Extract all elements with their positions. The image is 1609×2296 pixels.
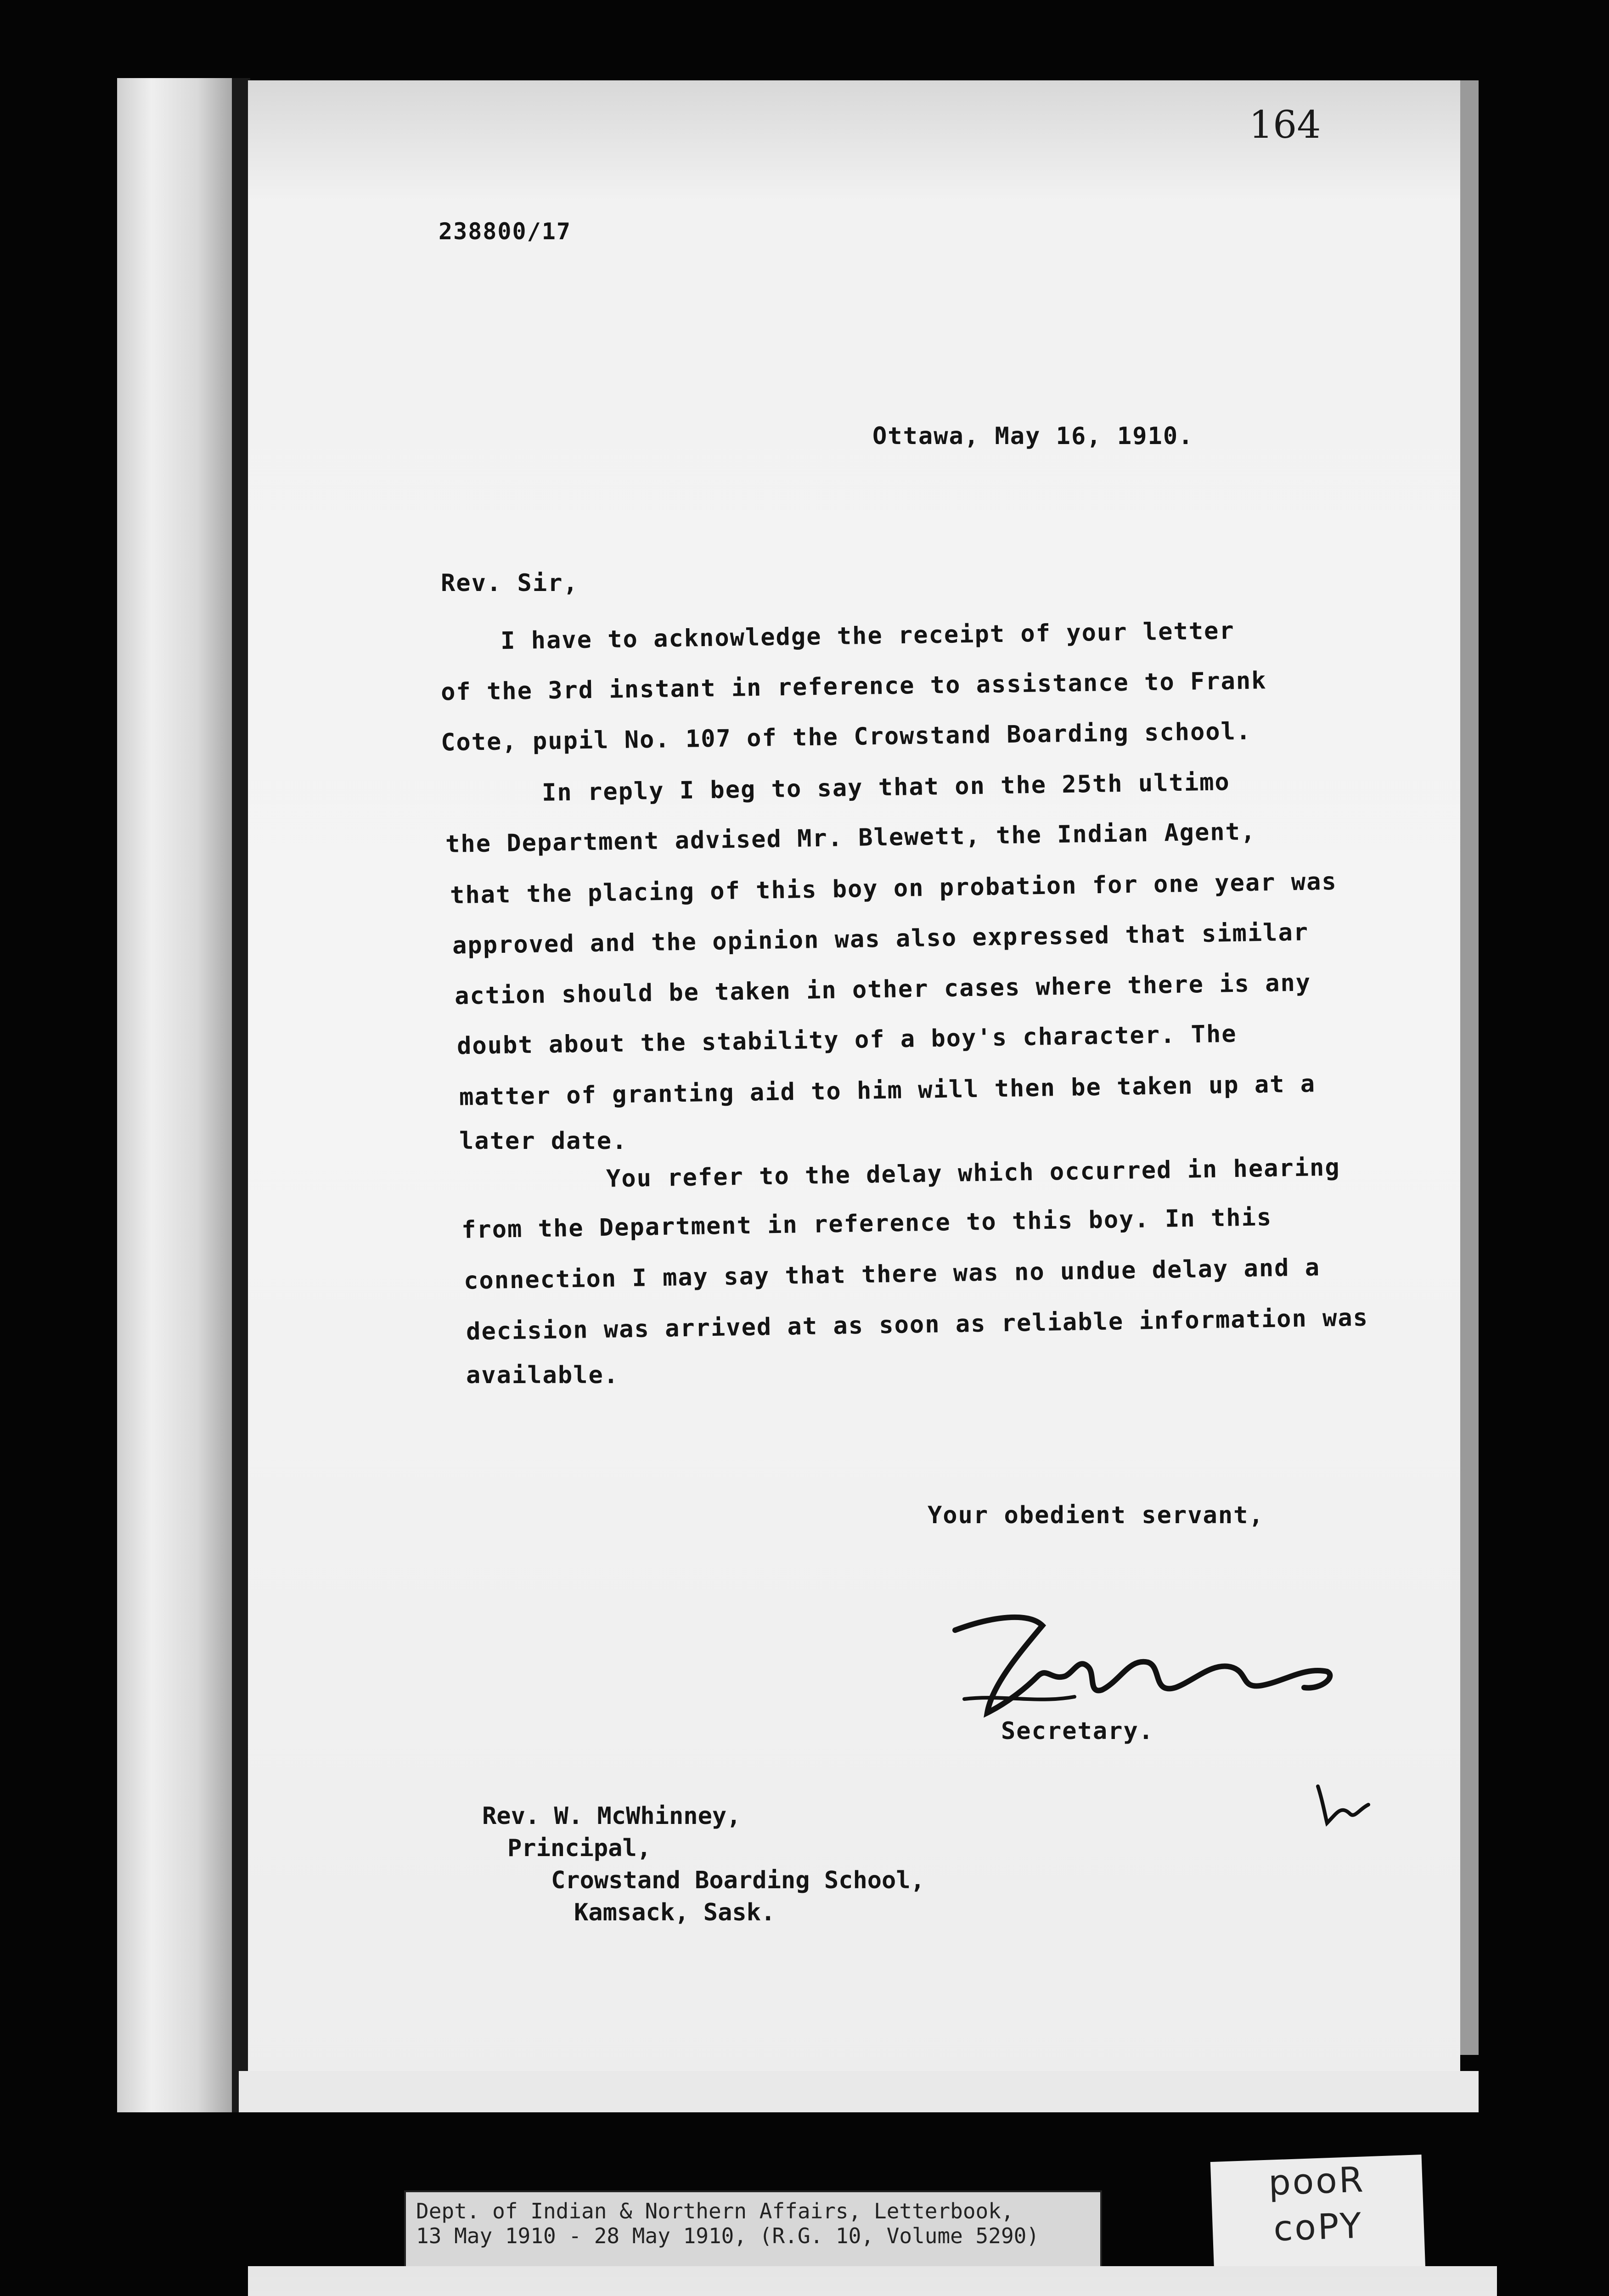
page-bottom-strip	[239, 2071, 1479, 2112]
archives-card	[248, 2266, 1497, 2296]
handwritten-poor-copy-note	[1210, 2155, 1425, 2277]
body-line: later date.	[459, 1127, 628, 1155]
binding-shadow	[232, 78, 250, 2112]
body-line: I have to acknowledge the receipt of your letter	[500, 617, 1235, 655]
address-line: Kamsack, Sask.	[574, 1899, 776, 1926]
date-line: Ottawa, May 16, 1910.	[872, 422, 1194, 450]
body-line: doubt about the stability of a boy's character. The	[456, 1020, 1238, 1060]
pencil-mark	[1309, 1777, 1419, 1832]
left-page-edge	[117, 78, 232, 2112]
body-line: of the 3rd instant in reference to assistance to Frank	[440, 667, 1267, 706]
address-line: Rev. W. McWhinney,	[482, 1802, 741, 1830]
body-line: the Department advised Mr. Blewett, the Indian Agent,	[445, 818, 1256, 858]
body-line: action should be taken in other cases where there is any	[454, 969, 1311, 1010]
address-line: Crowstand Boarding School,	[551, 1867, 925, 1894]
signature-mark	[937, 1598, 1341, 1736]
body-line: Cote, pupil No. 107 of the Crowstand Boarding school.	[440, 717, 1252, 757]
page-number: 164	[1249, 103, 1321, 147]
body-line: In reply I beg to say that on the 25th ultimo	[541, 768, 1231, 807]
signature-title: Secretary.	[1001, 1717, 1154, 1745]
note-line: coPY	[1272, 2205, 1364, 2249]
body-line: matter of granting aid to him will then be taken up at a	[459, 1070, 1316, 1111]
address-line: Principal,	[507, 1835, 652, 1862]
page-fold-shadow	[1460, 80, 1479, 2055]
body-line: that the placing of this boy on probation for one year was	[450, 867, 1338, 910]
closing: Your obedient servant,	[928, 1502, 1264, 1529]
body-line: from the Department in reference to this boy. In this	[461, 1204, 1272, 1244]
body-line: approved and the opinion was also expressed that similar	[452, 918, 1309, 960]
body-line: connection I may say that there was no undue delay and a	[463, 1254, 1321, 1295]
source-line: Dept. of Indian & Northern Affairs, Letterbook,	[416, 2199, 1014, 2223]
salutation: Rev. Sir,	[441, 569, 579, 597]
body-line: You refer to the delay which occurred in hearing	[606, 1154, 1341, 1193]
body-line: decision was arrived at as soon as reliable information was	[466, 1304, 1369, 1346]
note-line: pooR	[1267, 2159, 1366, 2203]
file-number: 238800/17	[439, 218, 571, 245]
source-line: 13 May 1910 - 28 May 1910, (R.G. 10, Volume 5290)	[416, 2223, 1040, 2248]
body-line: available.	[466, 1362, 619, 1389]
source-citation-label	[404, 2190, 1102, 2268]
